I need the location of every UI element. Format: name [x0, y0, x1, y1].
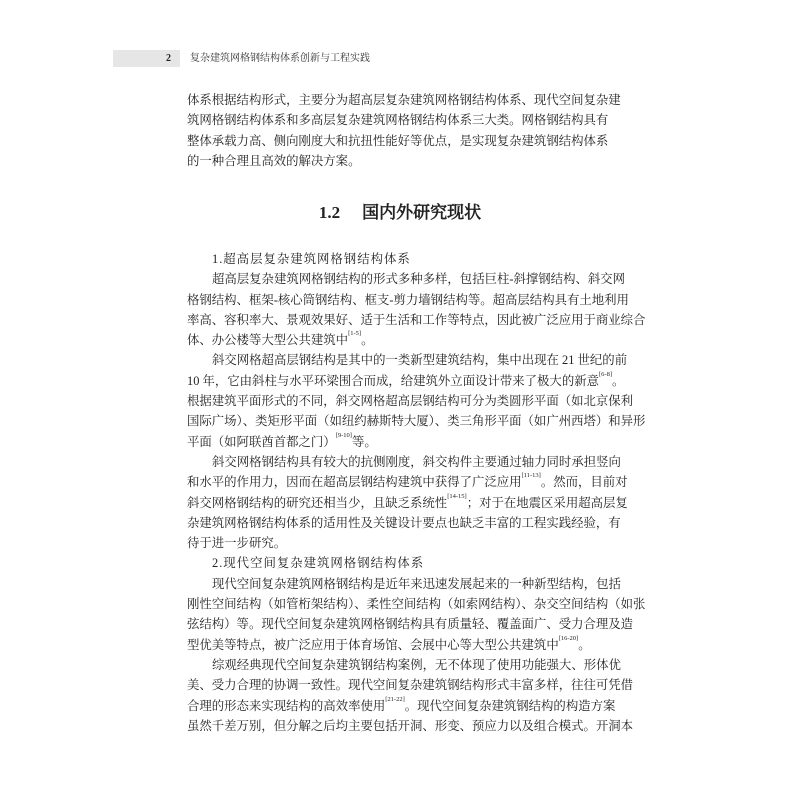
- text-line: [187, 452, 621, 472]
- page-number: 2: [166, 53, 171, 64]
- text-line: [187, 695, 616, 716]
- text-line: [187, 635, 608, 655]
- line-text: 型优美等特点，被广泛应用于体育场馆、会展中心等大型公共建筑中: [187, 637, 559, 652]
- text-line: [187, 110, 608, 130]
- line-text-after-citation: 。现代空间复杂建筑钢结构的构造方案: [404, 698, 616, 713]
- line-text-after-citation: ；对于在地震区采用超高层复: [466, 495, 628, 510]
- line-text: 美、受力合理的协调一致性。现代空间复杂建筑钢结构形式丰富多样，往往可凭借: [187, 678, 634, 693]
- line-text: 筑网格钢结构体系和多高层复杂建筑网格钢结构体系三大类。网格钢结构具有: [187, 113, 609, 128]
- text-line: [187, 269, 626, 289]
- line-text: 超高层复杂建筑网格钢结构的形式多种多样，包括巨柱-斜撑钢结构、斜交网: [212, 272, 626, 287]
- line-text-after-citation: 。: [578, 637, 591, 652]
- line-text-after-citation: 。: [361, 333, 374, 348]
- line-text: 虽然千差万别，但分解之后均主要包括开洞、形变、预应力以及组合模式。开洞本: [187, 718, 634, 733]
- line-text-after-citation: 等。: [351, 434, 377, 449]
- line-text-after-citation: 。: [612, 373, 625, 388]
- text-line: [187, 131, 608, 151]
- line-text: 的一种合理且高效的解决方案。: [187, 153, 361, 168]
- line-text: 斜交网格超高层钢结构是其中的一类新型建筑结构，集中出现在 21 世纪的前: [212, 353, 628, 368]
- line-text: 1.超高层复杂建筑网格钢结构体系: [212, 252, 411, 266]
- line-text: 综观经典现代空间复杂建筑钢结构案例，无不体现了使用功能强大、形体优: [212, 657, 621, 672]
- line-text: 合理的形态来实现结构的高效率使用: [187, 698, 386, 713]
- text-line: [187, 432, 608, 452]
- text-line: [187, 411, 646, 431]
- text-line: [187, 655, 621, 675]
- line-text: 体系根据结构形式，主要分为超高层复杂建筑网格钢结构体系、现代空间复杂建: [187, 93, 621, 107]
- text-line: [187, 90, 621, 110]
- running-header-title: 复杂建筑网格钢结构体系创新与工程实践: [190, 53, 370, 64]
- text-line: [187, 151, 608, 171]
- line-text: 整体承载力高、侧向刚度大和抗扭性能好等优点，是实现复杂建筑钢结构体系: [187, 133, 609, 148]
- text-line: [187, 574, 621, 594]
- text-line: [187, 330, 608, 350]
- subsection-heading: [187, 249, 608, 269]
- citation-reference: [11-13]: [521, 472, 541, 480]
- line-text: 国际广场）、类矩形平面（如纽约赫斯特大厦）、类三角形平面（如广州西塔）和异形: [187, 414, 646, 429]
- line-text: 平面（如阿联酋首都之门）: [187, 434, 336, 449]
- text-line: [187, 290, 629, 310]
- text-line: [187, 370, 625, 391]
- line-text: 2.现代空间复杂建筑网格钢结构体系: [212, 556, 425, 571]
- line-text: 率高、容积率大、景观效果好、适于生活和工作等特点，因此被广泛应用于商业综合: [187, 312, 646, 327]
- line-text: 格钢结构、框架-核心筒钢结构、框支-剪力墙钢结构等。超高层结构具有土地利用: [187, 292, 629, 307]
- line-text: 杂建筑网格钢结构体系的适用性及关键设计要点也缺乏丰富的工程实践经验，有: [187, 515, 621, 530]
- text-line: [187, 310, 646, 330]
- subsection-heading: [187, 553, 608, 573]
- line-text: 和水平的作用力，因而在超高层钢结构建筑中获得了广泛应用: [187, 475, 522, 490]
- text-line: [187, 716, 634, 736]
- citation-reference: [21-22]: [385, 695, 405, 703]
- line-text: 根据建筑平面形式的不同，斜交网格超高层钢结构可分为类圆形平面（如北京保利: [187, 394, 634, 409]
- body-text: [187, 249, 646, 736]
- citation-reference: [6-8]: [599, 370, 612, 378]
- line-text: 斜交网格钢结构的研究还相当少，且缺乏系统性: [187, 495, 448, 510]
- citation-reference: [14-15]: [447, 492, 467, 500]
- line-text: 现代空间复杂建筑网格钢结构是近年来迅速发展起来的一种新型结构，包括: [212, 576, 621, 591]
- line-text: 斜交网格钢结构具有较大的抗侧刚度，斜交构件主要通过轴力同时承担竖向: [212, 454, 621, 469]
- line-text: 待于进一步研究。: [187, 536, 287, 551]
- intro-paragraph: [187, 90, 621, 171]
- text-line: [187, 350, 628, 370]
- text-line: [187, 614, 634, 634]
- text-line: [187, 391, 634, 411]
- citation-reference: [16-20]: [558, 634, 579, 642]
- line-text: 刚性空间结构（如管桁架结构）、柔性空间结构（如索网结构）、杂交空间结构（如张: [187, 597, 646, 612]
- text-line: [187, 472, 628, 492]
- text-line: [187, 533, 608, 553]
- line-text: 弦结构）等。现代空间复杂建筑网格钢结构具有质量轻、覆盖面广、受力合理及造: [187, 617, 634, 632]
- section-number: 1.2: [318, 203, 341, 222]
- text-line: [187, 594, 646, 614]
- text-line: [187, 513, 621, 533]
- line-text: 体、办公楼等大型公共建筑中: [187, 333, 349, 348]
- section-heading: [0, 202, 800, 224]
- section-title: 国内外研究现状: [362, 203, 482, 222]
- text-line: [187, 675, 634, 695]
- text-line: [187, 492, 628, 513]
- line-text-after-citation: 。然而，目前对: [540, 475, 628, 490]
- citation-reference: [1-5]: [348, 330, 362, 338]
- citation-reference: [9-10]: [335, 431, 352, 439]
- line-text: 10 年，它由斜柱与水平环梁围合而成，给建筑外立面设计带来了极大的新意: [187, 373, 599, 388]
